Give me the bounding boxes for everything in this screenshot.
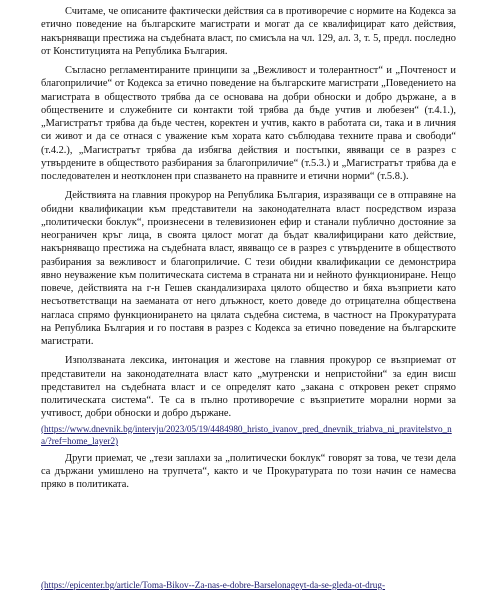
paragraph-lexicon-perception: Използваната лексика, интонация и жестове на главния прокурор се възприемат от представители на законодателната власт като „мутренски и непристойни“ за един висш представител на съдебната власт и се определят като „заканa с откровен рекет спрямо политическата система“. Те са в пълно противоречие с възприетите морални норми за учтивост, добри обноски и добро държане. (41, 355, 456, 420)
source-link-dnevnik[interactable]: (https://www.dnevnik.bg/intervju/2023/05/19/4484980_hristo_ivanov_pred_dnevnik_triabva_ni_pravitelstvo_na/?ref=home_layer2) (41, 423, 452, 446)
paragraph-other-opinions: Други приемат, че „тези заплахи за „политически боклук“ говорят за това, че тези дела са държани умишлено на трупчета“, както и че Прокуратурата по този начин се намесва пряко в политиката. (41, 452, 456, 490)
source-link-epicenter[interactable]: (https://epicenter.bg/article/Toma-Bikov--Za-nas-e-dobre-Barselonageyt-da-se-gleda-ot-drug- (41, 580, 386, 590)
paragraph-constitution-breach: Считаме, че описаните фактически действия са в противоречие с нормите на Кодекса за етично поведение на българските магистрати и могат да се квалифицират като действия, накърняващи престижа на съдебната власт, по смисъла на чл. 129, ал. 3, т. 5, предл. последно от Конституцията на Република България. (41, 6, 456, 57)
paragraph-ethics-code-principles: Съгласно регламентираните принципи за „Вежливост и толерантност“ и „Почтеност и благоприличие“ от Кодекса за етично поведение на българските магистрати „Поведението на магистрата в обществото трябва да се основава на добри обноски и добро държане, а в обществените и служебните си контакти той трябва да бъде учтив и любезен“ (т.4.1.), „Магистратът трябва да бъде честен, коректен и учтив, както в работата си, така и в личния си живот и да се отнася с уважение към хората като съблюдава техните права и свободи“ (т.4.2.), „Магистратът трябва да избягва действия и постъпки, явяващи се в разрез с утвърдените в обществото разбирания за благоприличие“ (т.5.3.) и „Магистратът трябва да е последователен и неотклонен при спазването на правните и етични норми“ (т.5.8.). (41, 65, 456, 182)
paragraph-prosecutor-actions: Действията на главния прокурор на Република България, изразяващи се в отправяне на обидни квалификации към представители на законодателната власт посредством израза „политически боклук“, произнесени в телевизионен ефир и станали публично достояние за неограничен кръг лица, в своята цялост могат да бъдат квалифицирани като действие, накърняващо престижа на съдебната власт, явяващо се в разрез с утвърдените в обществото разбирания за вежливост и благоприличие. С тези обидни квалификации се демонстрира явно неуважение към политическата система в страната ни и нейното функциониране. Нещо повече, действията на г-н Гешев скандализираха цялото общество и бяха възприети като несъответстващи на заеманата от него длъжност, което доведе до отрицателна обществена нагласа спрямо функционирането на цялата съдебна система, в частност на Прокуратурата на Република България и го поставя в разрез с Кодекса за етично поведение на българските магистрати. (41, 190, 456, 347)
